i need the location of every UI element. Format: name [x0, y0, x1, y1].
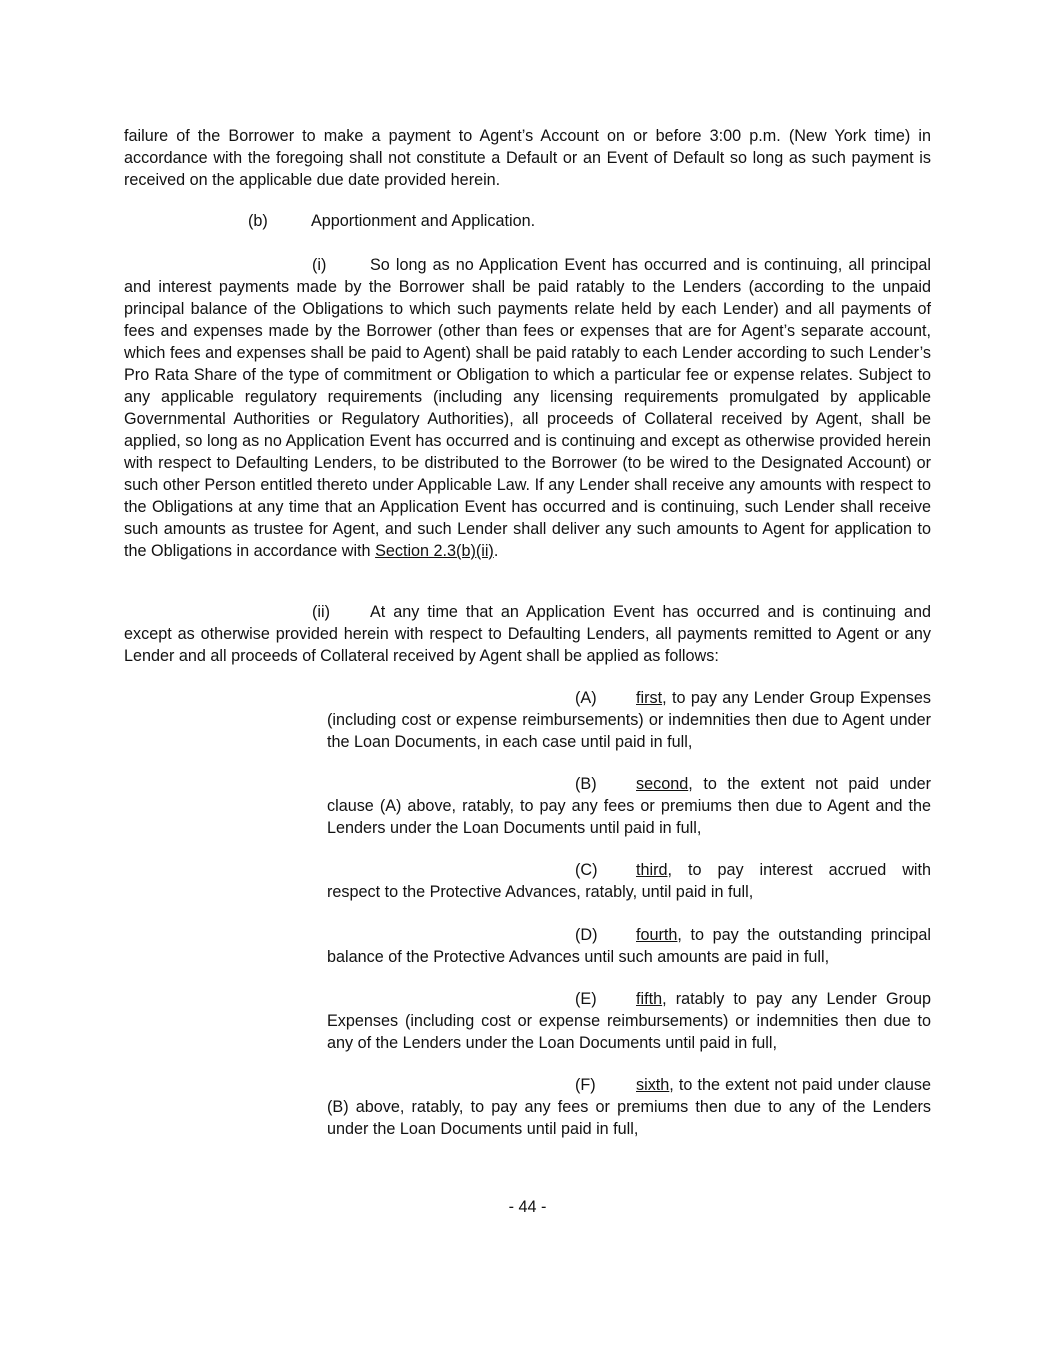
clause-c-label: (C): [575, 861, 598, 879]
clause-f-keyword: sixth: [636, 1076, 670, 1094]
clause-e: [327, 988, 931, 1054]
section-b-label: (b): [248, 212, 268, 230]
clause-c-keyword: third: [636, 861, 668, 879]
clause-a-keyword: first: [636, 689, 663, 707]
clause-d-text: , to pay the outstanding principal balance of the Protective Advances until such amounts are paid in full,: [327, 926, 931, 966]
section-reference-link: Section 2.3(b)(ii): [375, 542, 494, 560]
paragraph-ii-label: (ii): [312, 603, 330, 621]
clause-c: [327, 859, 931, 903]
clause-e-keyword: fifth: [636, 990, 663, 1008]
clause-f-text: , to the extent not paid under clause (B) above, ratably, to pay any fees or premiums then due to any of the Lenders under the Loan Documents until paid in full,: [327, 1076, 931, 1138]
clause-b-keyword: second: [636, 775, 689, 793]
clause-f-label: (F): [575, 1076, 596, 1094]
clause-e-label: (E): [575, 990, 597, 1008]
clause-b-text: , to the extent not paid under clause (A) above, ratably, to pay any fees or premiums then due to Agent and the Lenders under the Loan Documents until paid in full,: [327, 775, 931, 837]
clause-b: [327, 773, 931, 839]
clause-b-label: (B): [575, 775, 597, 793]
clause-d-keyword: fourth: [636, 926, 678, 944]
paragraph-ii-text: At any time that an Application Event has occurred and is continuing and except as otherwise provided herein with respect to Defaulting Lenders, all payments remitted to Agent or any Lender and all proceeds of Collateral received by Agent shall be applied as follows:: [124, 603, 931, 665]
clause-a-text: , to pay any Lender Group Expenses (including cost or expense reimbursements) or indemnities then due to Agent under the Loan Documents, in each case until paid in full,: [327, 689, 931, 751]
intro-paragraph: failure of the Borrower to make a payment to Agent’s Account on or before 3:00 p.m. (New York time) in accordance with the foregoing shall not constitute a Default or an Event of Default so long as such payment is received on the applicable due date provided herein.: [124, 127, 931, 189]
paragraph-i-label: (i): [312, 256, 327, 274]
clause-a: [327, 687, 931, 753]
section-b-heading: [248, 210, 535, 232]
paragraph-i-text: So long as no Application Event has occurred and is continuing, all principal and interest payments made by the Borrower shall be paid ratably to the Lenders (according to the unpaid principal balance of the Obligations to which such payments relate held by each Lender) and all payments of fees and expenses made by the Borrower (other than fees or expenses that are for Agent’s separate account, which fees and expenses shall be paid to Agent) shall be paid ratably to each Lender according to such Lender’s Pro Rata Share of the type of commitment or Obligation to which a particular fee or expense relates. Subject to any applicable regulatory requirements (including any licensing requirements promulgated by applicable Governmental Authorities or Regulatory Authorities), all proceeds of Collateral received by Agent, shall be applied, so long as no Application Event has occurred and is continuing and except as otherwise provided herein with respect to Defaulting Lenders, to be distributed to the Borrower (to be wired to the Designated Account) or such other Person entitled thereto under Applicable Law. If any Lender shall receive any amounts with respect to the Obligations at any time that an Application Event has occurred and is continuing, such Lender shall receive such amounts as trustee for Agent, and such Lender shall deliver any such amounts to Agent for application to the Obligations in accordance with: [124, 256, 931, 560]
paragraph-i: [124, 254, 931, 562]
clause-d: [327, 924, 931, 968]
clause-d-label: (D): [575, 926, 598, 944]
clause-e-text: , ratably to pay any Lender Group Expenses (including cost or expense reimbursements) or indemnities then due to any of the Lenders under the Loan Documents until paid in full,: [327, 990, 931, 1052]
clause-c-text: , to pay interest accrued with respect to the Protective Advances, ratably, until paid in full,: [327, 861, 931, 901]
clause-a-label: (A): [575, 689, 597, 707]
clause-f: [327, 1074, 931, 1140]
page-number: - 44 -: [508, 1198, 547, 1216]
section-b-title: Apportionment and Application.: [311, 212, 536, 230]
paragraph-i-end: .: [493, 542, 499, 560]
paragraph-ii: [124, 601, 931, 667]
